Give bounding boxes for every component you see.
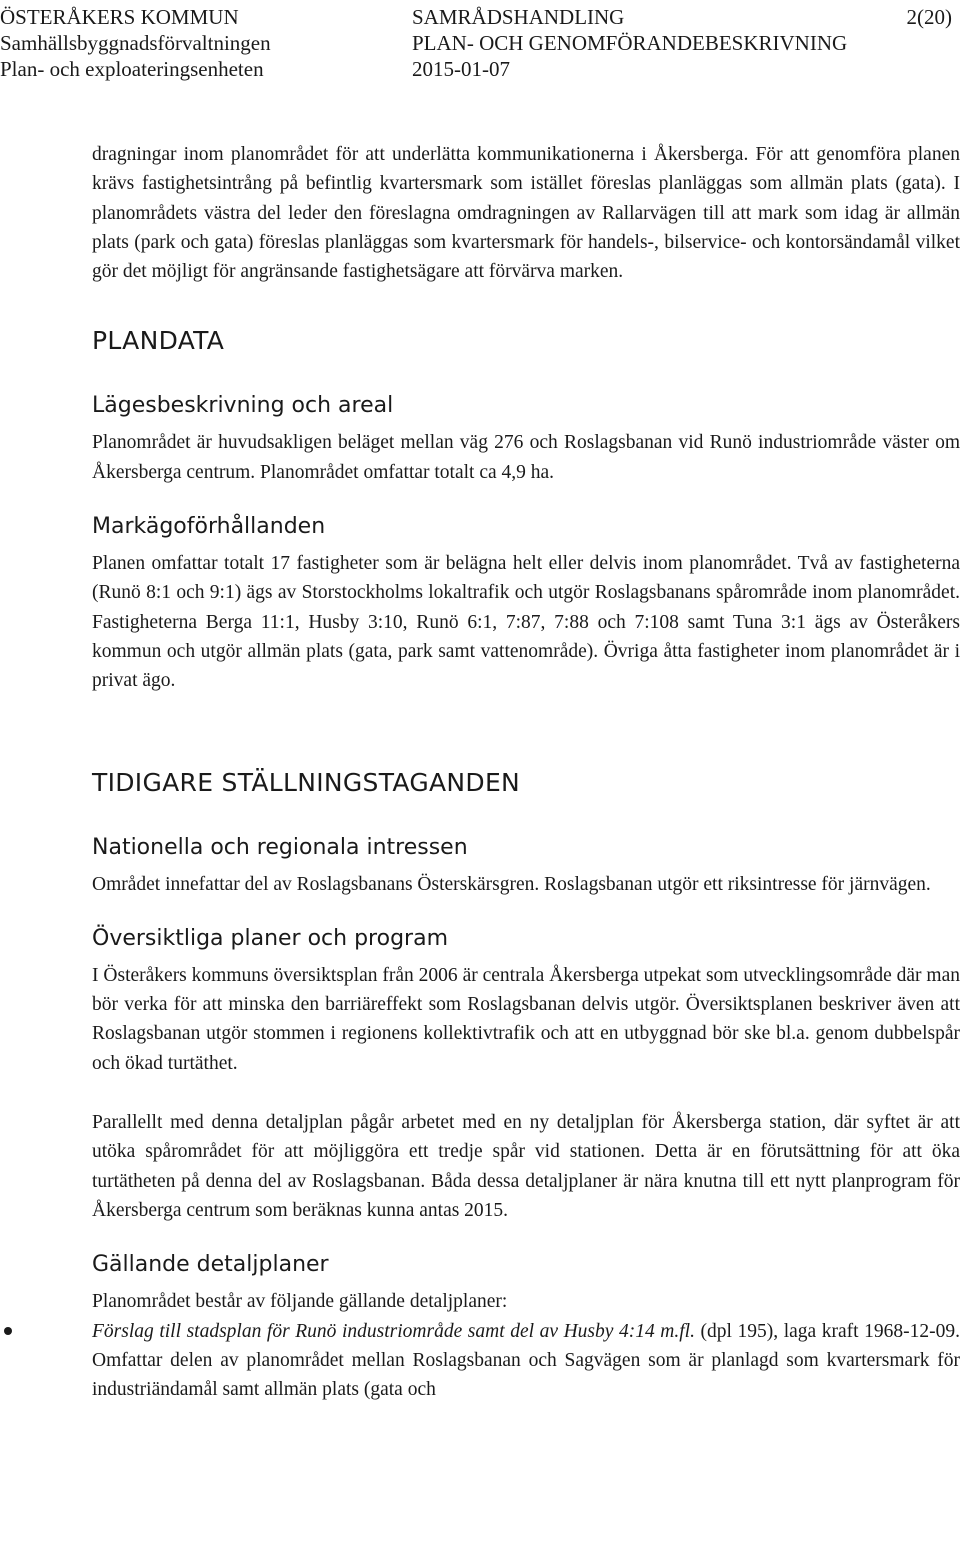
detaljplan-title: Förslag till stadsplan för Runö industriområde samt del av Husby 4:14 m.fl. xyxy=(92,1320,695,1342)
heading-plandata: PLANDATA xyxy=(92,326,225,356)
header-department: Samhällsbyggnadsförvaltningen xyxy=(0,31,271,55)
oversiktliga-planer-text-1: I Österåkers kommuns översiktsplan från 2006 är centrala Åkersberga utpekat som utvecklingsområde där man bör verka för att minska den barriäreffekt som Roslagsbanan delvis utgör. Översiktsplanen beskriver även att Roslagsbanan utgör stommen i regionens kollektivtrafik och att en utbyggnad bör ske bl.a. genom dubbelspår och ökad turtäthet. xyxy=(92,964,960,1074)
page-number: 2(20) xyxy=(906,5,952,29)
heading-tidigare-stallningstaganden: TIDIGARE STÄLLNINGSTAGANDEN xyxy=(92,767,521,797)
markagoforhallanden-text: Planen omfattar totalt 17 fastigheter som är belägna helt eller delvis inom planområdet. Två av fastigheterna (Runö 8:1 och 9:1) ägs av Storstockholms lokaltrafik och utgör Roslagsbanans spårområde inom planområdet. Fastigheterna Berga 11:1, Husby 3:10, Runö 6:1, 7:87, 7:88 och 7:108 samt Tuna 3:1 ägs av Österåkers kommun och utgör allmän plats (gata, park samt vattenområde). Övriga åtta fastigheter inom planområdet är i privat ägo. xyxy=(92,553,960,692)
heading-nationella-intressen: Nationella och regionala intressen xyxy=(92,834,468,860)
bullet-icon xyxy=(4,1327,12,1335)
header-date: 2015-01-07 xyxy=(412,57,510,81)
heading-lagesbeskrivning: Lägesbeskrivning och areal xyxy=(92,393,394,419)
header-document-status: SAMRÅDSHANDLING xyxy=(412,5,625,29)
nationella-intressen-text: Området innefattar del av Roslagsbanans Österskärsgren. Roslagsbanan utgör ett riksintresse för järnvägen. xyxy=(92,873,931,895)
detaljplaner-list xyxy=(92,1317,960,1405)
document-header xyxy=(0,4,960,88)
intro-paragraph: dragningar inom planområdet för att underlätta kommunikationerna i Åkersberga. För att genomföra planen krävs fastighetsintrång på befintlig kvartersmark som istället föreslas planläggas som allmän plats (gata). I planområdets västra del leder den föreslagna omdragningen av Rallarvägen till att mark som idag är allmän plats (park och gata) föreslas planläggas som kvartersmark för handels-, bilservice- och kontorsändamål vilket gör det möjligt för angränsande fastighetsägare att förvärva marken. xyxy=(92,144,960,283)
header-organization xyxy=(0,4,271,82)
heading-gallande-detaljplaner: Gällande detaljplaner xyxy=(92,1252,329,1278)
header-municipality: ÖSTERÅKERS KOMMUN xyxy=(0,5,239,29)
heading-markagoforhallanden: Markägoförhållanden xyxy=(92,514,326,540)
gallande-detaljplaner-intro: Planområdet består av följande gällande detaljplaner: xyxy=(92,1291,508,1313)
header-document-info xyxy=(412,4,847,82)
heading-oversiktliga-planer: Översiktliga planer och program xyxy=(92,925,448,951)
oversiktliga-planer-text-2: Parallellt med denna detaljplan pågår arbetet med en ny detaljplan för Åkersberga station, där syftet är att utöka spårområdet för att möjliggöra ett tredje spår vid stationen. Detta är en förutsättning för att öka turtätheten på denna del av Roslagsbanan. Båda dessa detaljplaner är nära knutna till ett nytt planprogram för Åkersberga centrum som beräknas kunna antas 2015. xyxy=(92,1112,960,1221)
header-unit: Plan- och exploateringsenheten xyxy=(0,57,264,81)
list-item xyxy=(92,1317,960,1405)
detaljplan-description: (dpl 195), laga kraft 1968-12-09. Omfattar delen av planområdet mellan Roslagsbanan och Sagvägen som är planlagd som kvartersmark för industriändamål samt allmän plats (gata och xyxy=(92,1320,960,1401)
lagesbeskrivning-text: Planområdet är huvudsakligen beläget mellan väg 276 och Roslagsbanan vid Runö industriområde väster om Åkersberga centrum. Planområdet omfattar totalt ca 4,9 ha. xyxy=(92,432,960,483)
header-document-type: PLAN- OCH GENOMFÖRANDEBESKRIVNING xyxy=(412,31,848,55)
document-body xyxy=(92,140,960,1404)
